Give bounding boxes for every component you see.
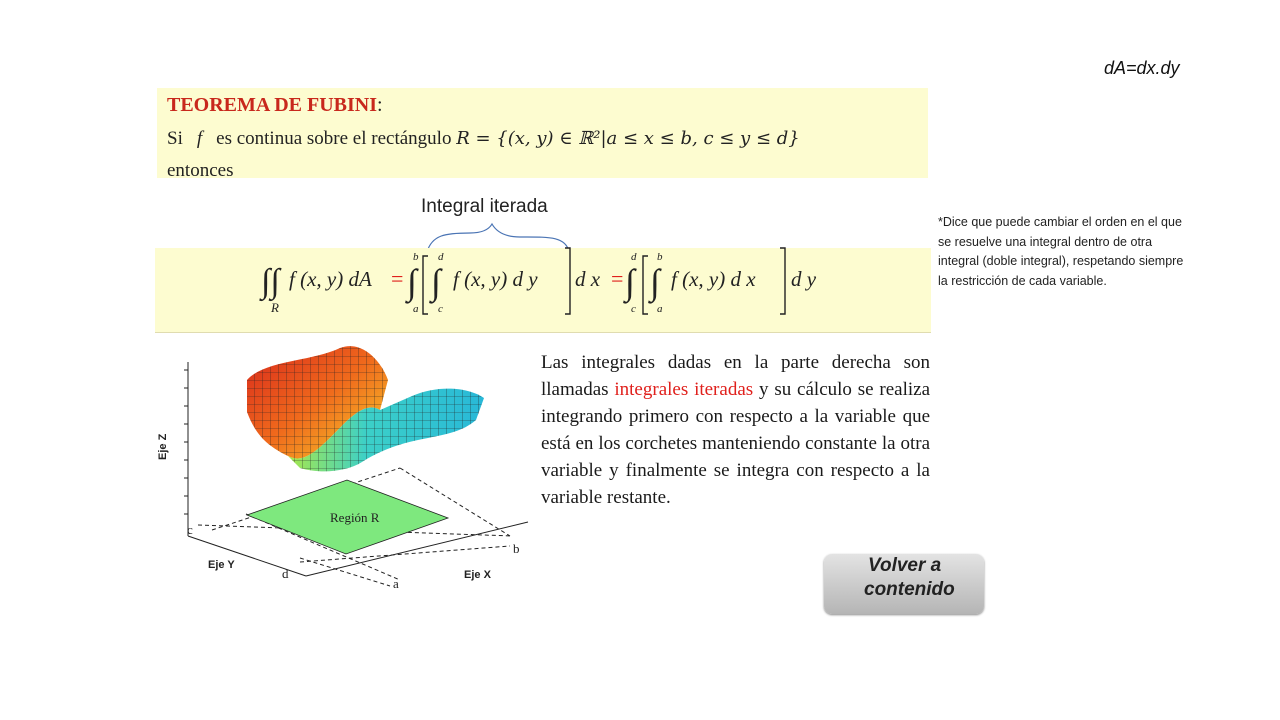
y-axis-label: Eje Y: [208, 559, 235, 571]
outer1-integral-sign: ∫: [407, 262, 417, 302]
z-ticks: [184, 370, 188, 514]
equals-2: =: [611, 266, 624, 291]
inner1-lower: c: [438, 303, 443, 315]
label-a: a: [393, 576, 399, 591]
back-button-line2: contenido: [864, 579, 955, 600]
inner1-integrand: f (x, y) d y: [453, 267, 538, 291]
surface-graph: [150, 340, 535, 595]
explain-part2: y su cálculo se realiza integrando primero con respecto a la variable que está en los corchetes manteniendo constante la otra variable y finalmente se integra con respecto a la variable restante.: [541, 379, 931, 508]
label-b: b: [513, 541, 520, 556]
theorem-title-colon: :: [377, 94, 383, 116]
bracket-left-2: [643, 256, 648, 314]
bracket-left-1: [423, 256, 428, 314]
inner2-integrand: f (x, y) d x: [671, 267, 756, 291]
back-to-content-button[interactable]: [824, 554, 955, 600]
z-axis-label: Eje Z: [157, 433, 169, 460]
back-button-face[interactable]: [824, 554, 984, 614]
back-button-line1: Volver a: [868, 555, 942, 576]
inner2-integral-sign: ∫: [650, 262, 660, 302]
outer1-diff: d x: [575, 267, 601, 291]
differential-note: dA=dx.dy: [1104, 58, 1180, 78]
outer2-lower: c: [631, 303, 636, 315]
double-integral-sign: ∫∫: [261, 263, 280, 300]
label-d: d: [282, 566, 289, 581]
formula-box: [155, 248, 931, 333]
bracket-right-2: [780, 248, 785, 314]
x-axis-label: Eje X: [464, 569, 491, 581]
iterated-integral-label: Integral iterada: [421, 196, 548, 217]
theorem-text: es continua sobre el rectángulo: [216, 128, 452, 149]
surface-mesh: [247, 346, 484, 471]
explanation-paragraph: [541, 349, 930, 511]
outer2-diff: d y: [791, 267, 817, 291]
inner2-lower: a: [657, 303, 663, 315]
theorem-title-text: TEOREMA DE FUBINI: [167, 94, 378, 116]
outer1-upper: b: [413, 251, 419, 263]
outer2-integral-sign: ∫: [625, 262, 635, 302]
bracket-right-1: [565, 248, 570, 314]
region-label: R: [271, 300, 279, 315]
outer1-lower: a: [413, 303, 419, 315]
explain-part1: Las integrales dadas en la parte derecha son llamadas: [541, 352, 930, 400]
theorem-f: f: [196, 128, 203, 149]
explain-highlight: integrales iteradas: [614, 379, 754, 400]
fubini-formula: [155, 248, 931, 332]
label-c: c: [187, 522, 193, 537]
outer2-upper: d: [631, 251, 637, 263]
inner2-upper: b: [657, 251, 663, 263]
theorem-set: R = {(x, y) ∈ ℝ²|a ≤ x ≤ b, c ≤ y ≤ d}: [456, 128, 800, 149]
region-label: Región R: [330, 510, 380, 525]
equals-1: =: [391, 266, 404, 291]
theorem-entonces: entonces: [167, 160, 234, 181]
side-note: *Dice que puede cambiar el orden en el que se resuelve una integral dentro de otra integral (doble integral), respetando siempre la restricción de cada variable.: [938, 215, 1184, 288]
lhs-integrand: f (x, y) dA: [289, 267, 372, 291]
theorem-si: Si: [167, 128, 183, 149]
inner1-integral-sign: ∫: [431, 262, 441, 302]
inner1-upper: d: [438, 251, 444, 263]
